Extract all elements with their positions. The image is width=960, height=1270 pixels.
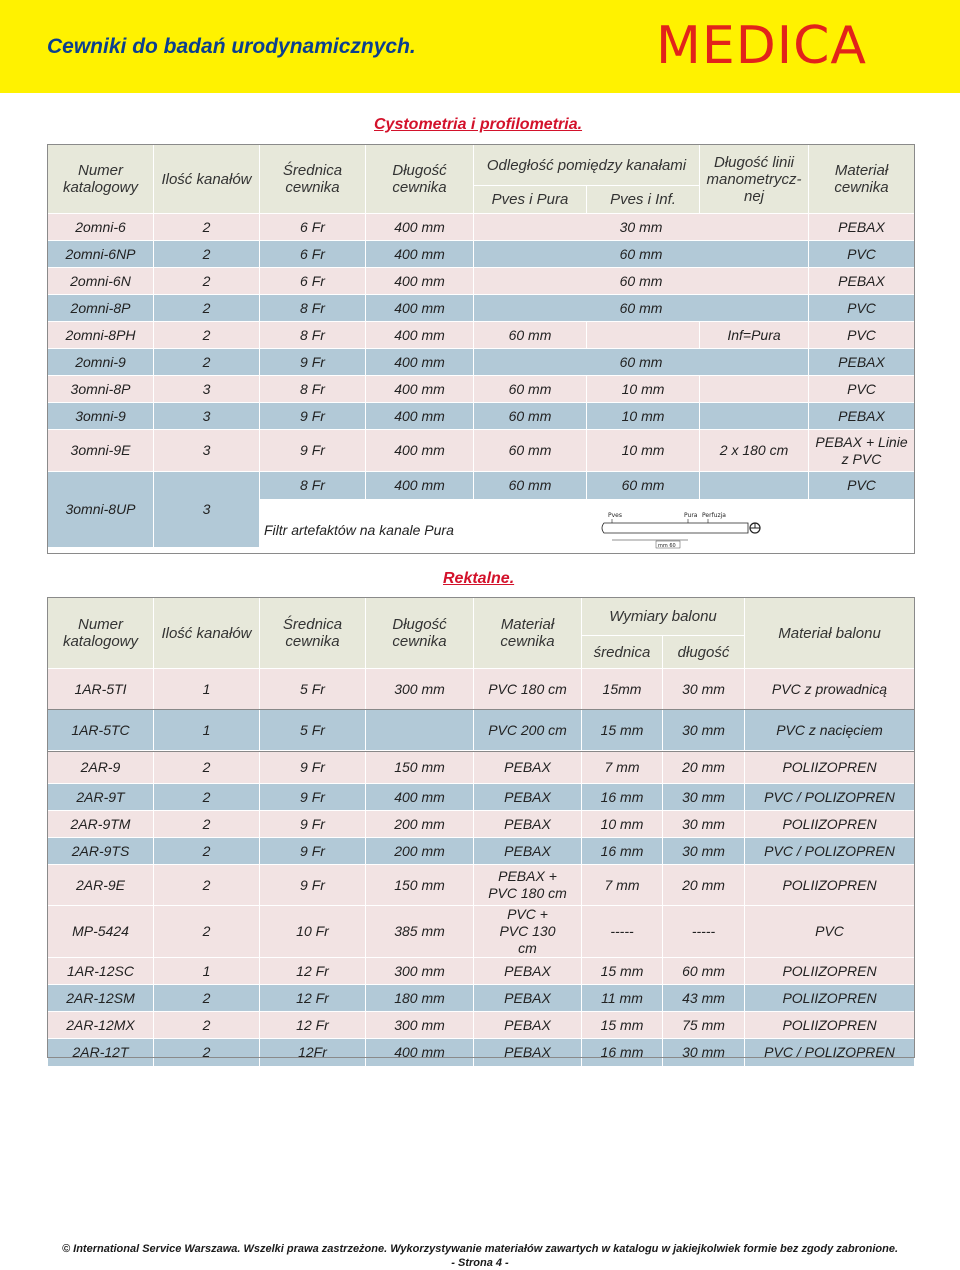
- cell: 8 Fr: [260, 472, 366, 500]
- cell: 2AR-12MX: [48, 1012, 154, 1039]
- cell: 2omni-6NP: [48, 241, 154, 268]
- cell: 400 mm: [366, 784, 474, 811]
- cell: 400 mm: [366, 472, 474, 500]
- cell: 16 mm: [582, 838, 663, 865]
- cell: POLIIZOPREN: [745, 811, 915, 838]
- table-row: [48, 403, 915, 430]
- cell: 60 mm: [474, 295, 809, 322]
- rektalne-table: [47, 597, 915, 1067]
- cell: 200 mm: [366, 811, 474, 838]
- table-row: [48, 241, 915, 268]
- header-w-dlugosc: długość: [663, 636, 745, 669]
- section-title-cystometria: Cystometria i profilometria.: [374, 116, 583, 133]
- cell: 200 mm: [366, 838, 474, 865]
- cell: 60 mm: [474, 322, 587, 349]
- cell: POLIIZOPREN: [745, 865, 915, 906]
- cell: PEBAX: [474, 751, 582, 784]
- cell: 2: [154, 811, 260, 838]
- row-divider: [47, 709, 914, 710]
- cell: PVC / POLIZOPREN: [745, 838, 915, 865]
- cell: 2omni-8P: [48, 295, 154, 322]
- cell: 1: [154, 669, 260, 710]
- cell: 3omni-8P: [48, 376, 154, 403]
- cell: 6 Fr: [260, 241, 366, 268]
- cell: 7 mm: [582, 751, 663, 784]
- cell: 3omni-9E: [48, 430, 154, 472]
- cell: 5 Fr: [260, 710, 366, 751]
- cell: PEBAX: [474, 811, 582, 838]
- cell: 2: [154, 985, 260, 1012]
- cell: 400 mm: [366, 241, 474, 268]
- cell: 2: [154, 838, 260, 865]
- cell: PVC 200 cm: [474, 710, 582, 751]
- table-row: [48, 906, 915, 958]
- cell: 2 x 180 cm: [700, 430, 809, 472]
- header-pves-inf: Pves i Inf.: [587, 186, 700, 214]
- cell: 12Fr: [260, 1039, 366, 1067]
- cell: 12 Fr: [260, 1012, 366, 1039]
- cell: 8 Fr: [260, 295, 366, 322]
- cell: 30 mm: [663, 710, 745, 751]
- cell: 2omni-8PH: [48, 322, 154, 349]
- cell: 20 mm: [663, 751, 745, 784]
- cell: PVC: [809, 241, 915, 268]
- cell: [587, 322, 700, 349]
- cell: 6 Fr: [260, 268, 366, 295]
- cell: 15mm: [582, 669, 663, 710]
- cell: PVC z prowadnicą: [745, 669, 915, 710]
- cell: 12 Fr: [260, 958, 366, 985]
- cell: 385 mm: [366, 906, 474, 958]
- cell: 2: [154, 906, 260, 958]
- cell: PEBAX: [474, 958, 582, 985]
- cell: 2omni-9: [48, 349, 154, 376]
- cell: 400 mm: [366, 268, 474, 295]
- cell: PVC / POLIZOPREN: [745, 784, 915, 811]
- cell: PEBAX: [809, 349, 915, 376]
- header-material-balon: Materiał balonu: [745, 598, 915, 669]
- table-row: [48, 1039, 915, 1067]
- cell: 400 mm: [366, 1039, 474, 1067]
- cell: [700, 376, 809, 403]
- cell: 30 mm: [663, 669, 745, 710]
- cell: 9 Fr: [260, 751, 366, 784]
- cell: 300 mm: [366, 669, 474, 710]
- cell: 400 mm: [366, 349, 474, 376]
- row-divider: [47, 751, 914, 752]
- diagram-label-pves: Pves: [608, 512, 622, 519]
- cell: 9 Fr: [260, 430, 366, 472]
- cell: PEBAX: [809, 403, 915, 430]
- cell: 2: [154, 268, 260, 295]
- cell: 9 Fr: [260, 403, 366, 430]
- table-row: [48, 430, 915, 472]
- cell: [700, 472, 809, 500]
- cell: PEBAX: [474, 1039, 582, 1067]
- table-row: [48, 710, 915, 751]
- cell: PVC: [809, 376, 915, 403]
- header-material: Materiał cewnika: [809, 145, 915, 214]
- cell: 2: [154, 349, 260, 376]
- page-number: - Strona 4 -: [451, 1257, 509, 1269]
- header-numer: Numer katalogowy: [48, 598, 154, 669]
- cell: PEBAX: [809, 268, 915, 295]
- cell: 2AR-9TS: [48, 838, 154, 865]
- cystometria-table: [47, 144, 915, 548]
- cell: 400 mm: [366, 214, 474, 241]
- cell: 2: [154, 1039, 260, 1067]
- cell: 1AR-5TI: [48, 669, 154, 710]
- cell: POLIIZOPREN: [745, 985, 915, 1012]
- table-row: [48, 811, 915, 838]
- header-pves-pura: Pves i Pura: [474, 186, 587, 214]
- diagram-label-dim: mm 60: [658, 543, 676, 549]
- table-row: [48, 784, 915, 811]
- cell: 7 mm: [582, 865, 663, 906]
- cell: 10 mm: [587, 403, 700, 430]
- cell: 75 mm: [663, 1012, 745, 1039]
- cell: 9 Fr: [260, 838, 366, 865]
- cell: 2omni-6: [48, 214, 154, 241]
- section-title-rektalne: Rektalne.: [443, 570, 515, 587]
- cell: 60 mm: [663, 958, 745, 985]
- cell: PEBAX: [474, 838, 582, 865]
- page-header: [0, 0, 960, 93]
- cell: 15 mm: [582, 1012, 663, 1039]
- cell: 3: [154, 430, 260, 472]
- cell: 400 mm: [366, 376, 474, 403]
- diagram-label-perfuzja: Perfuzja: [702, 512, 726, 519]
- cell: PVC 180 cm: [474, 669, 582, 710]
- table-row: [48, 472, 915, 500]
- cell: PVC: [809, 472, 915, 500]
- cell: 30 mm: [663, 784, 745, 811]
- cell: 2AR-9: [48, 751, 154, 784]
- cell: 2: [154, 322, 260, 349]
- cell: 2AR-9E: [48, 865, 154, 906]
- cell: 400 mm: [366, 295, 474, 322]
- header-numer: Numer katalogowy: [48, 145, 154, 214]
- cell: PEBAX: [474, 985, 582, 1012]
- header-odleglosc: Odległość pomiędzy kanałami: [474, 145, 700, 186]
- header-ilosc: Ilość kanałów: [154, 145, 260, 214]
- cell: 10 Fr: [260, 906, 366, 958]
- cell: 2AR-9TM: [48, 811, 154, 838]
- cell: 3omni-9: [48, 403, 154, 430]
- cell: 30 mm: [474, 214, 809, 241]
- header-srednica: Średnica cewnika: [260, 145, 366, 214]
- cell: 180 mm: [366, 985, 474, 1012]
- cell: 60 mm: [474, 472, 587, 500]
- cell: 3: [154, 472, 260, 548]
- header-w-srednica: średnica: [582, 636, 663, 669]
- header-dlugosc: Długość cewnika: [366, 598, 474, 669]
- table-row: [48, 751, 915, 784]
- catheter-diagram-icon: [598, 510, 770, 550]
- cell: 30 mm: [663, 811, 745, 838]
- cell: POLIIZOPREN: [745, 1012, 915, 1039]
- table-row: [48, 322, 915, 349]
- cell: PEBAX + PVC 180 cm: [474, 865, 582, 906]
- header-linia: Długość linii manometrycz-nej: [700, 145, 809, 214]
- cell: 10 mm: [582, 811, 663, 838]
- header-srednica: Średnica cewnika: [260, 598, 366, 669]
- table-row: [48, 865, 915, 906]
- cell: 60 mm: [474, 430, 587, 472]
- cell: POLIIZOPREN: [745, 958, 915, 985]
- cell: 2: [154, 865, 260, 906]
- table-row: [48, 838, 915, 865]
- cell: PEBAX: [809, 214, 915, 241]
- cell: Inf=Pura: [700, 322, 809, 349]
- cell: PVC z nacięciem: [745, 710, 915, 751]
- cell: 30 mm: [663, 838, 745, 865]
- medica-logo: MEDICA: [656, 16, 867, 76]
- cell: 60 mm: [474, 376, 587, 403]
- cell: PVC + PVC 130 cm: [474, 906, 582, 958]
- cell: 60 mm: [474, 403, 587, 430]
- cell: 60 mm: [474, 268, 809, 295]
- cell: 2: [154, 1012, 260, 1039]
- header-wymiary: Wymiary balonu: [582, 598, 745, 636]
- cell: 2: [154, 241, 260, 268]
- cell: 400 mm: [366, 403, 474, 430]
- page-title: Cewniki do badań urodynamicznych.: [47, 35, 416, 58]
- cell: PEBAX: [474, 1012, 582, 1039]
- cell: 400 mm: [366, 322, 474, 349]
- cell: 2AR-12SM: [48, 985, 154, 1012]
- cell: 20 mm: [663, 865, 745, 906]
- cell: 2: [154, 751, 260, 784]
- table-row: [48, 1012, 915, 1039]
- cell: 3: [154, 403, 260, 430]
- cell: PEBAX: [474, 784, 582, 811]
- header-ilosc: Ilość kanałów: [154, 598, 260, 669]
- table-row: [48, 268, 915, 295]
- cell: 9 Fr: [260, 811, 366, 838]
- diagram-label-pura: Pura: [684, 512, 698, 519]
- header-dlugosc: Długość cewnika: [366, 145, 474, 214]
- cell: 11 mm: [582, 985, 663, 1012]
- cell: 12 Fr: [260, 985, 366, 1012]
- header-material: Materiał cewnika: [474, 598, 582, 669]
- cell: 8 Fr: [260, 376, 366, 403]
- footer-copyright: © International Service Warszawa. Wszelki prawa zastrzeżone. Wykorzystywanie materiałów zawartych w katalogu w jakiejkolwiek formie bez zgody zabronione.: [61, 1243, 899, 1255]
- cell: 400 mm: [366, 430, 474, 472]
- table-row: [48, 295, 915, 322]
- cell: PVC / POLIZOPREN: [745, 1039, 915, 1067]
- cell: 16 mm: [582, 784, 663, 811]
- cell: 150 mm: [366, 865, 474, 906]
- filter-note-cell: [260, 500, 915, 548]
- cell: 1: [154, 958, 260, 985]
- cell: 3: [154, 376, 260, 403]
- filter-note: Filtr artefaktów na kanale Pura: [264, 522, 454, 538]
- cell: 9 Fr: [260, 349, 366, 376]
- cell: -----: [582, 906, 663, 958]
- cell: 1AR-12SC: [48, 958, 154, 985]
- cell: 60 mm: [474, 349, 809, 376]
- cell: 30 mm: [663, 1039, 745, 1067]
- cell: 300 mm: [366, 1012, 474, 1039]
- cell: 150 mm: [366, 751, 474, 784]
- table-row: [48, 669, 915, 710]
- cell: 60 mm: [474, 241, 809, 268]
- table-row: [48, 214, 915, 241]
- cell: 300 mm: [366, 958, 474, 985]
- cell: 10 mm: [587, 430, 700, 472]
- cell: 1: [154, 710, 260, 751]
- cell: PVC: [809, 322, 915, 349]
- table-row: [48, 349, 915, 376]
- cell: 3omni-8UP: [48, 472, 154, 548]
- cell: PEBAX + Linie z PVC: [809, 430, 915, 472]
- cell: 10 mm: [587, 376, 700, 403]
- cell: 2omni-6N: [48, 268, 154, 295]
- cell: 15 mm: [582, 958, 663, 985]
- cell: 2: [154, 295, 260, 322]
- cell: PVC: [809, 295, 915, 322]
- cell: 9 Fr: [260, 865, 366, 906]
- cell: -----: [663, 906, 745, 958]
- cell: 2: [154, 784, 260, 811]
- cell: 8 Fr: [260, 322, 366, 349]
- cell: PVC: [745, 906, 915, 958]
- cell: POLIIZOPREN: [745, 751, 915, 784]
- cell: 43 mm: [663, 985, 745, 1012]
- cell: MP-5424: [48, 906, 154, 958]
- cell: 2AR-9T: [48, 784, 154, 811]
- table-row: [48, 958, 915, 985]
- cell: 1AR-5TC: [48, 710, 154, 751]
- cell: [700, 403, 809, 430]
- cell: 2: [154, 214, 260, 241]
- cell: 15 mm: [582, 710, 663, 751]
- table-row: [48, 985, 915, 1012]
- cell: 6 Fr: [260, 214, 366, 241]
- cell: 16 mm: [582, 1039, 663, 1067]
- cell: 5 Fr: [260, 669, 366, 710]
- table-row: [48, 376, 915, 403]
- cell: 9 Fr: [260, 784, 366, 811]
- cell: 60 mm: [587, 472, 700, 500]
- cell: 2AR-12T: [48, 1039, 154, 1067]
- cell: [366, 710, 474, 751]
